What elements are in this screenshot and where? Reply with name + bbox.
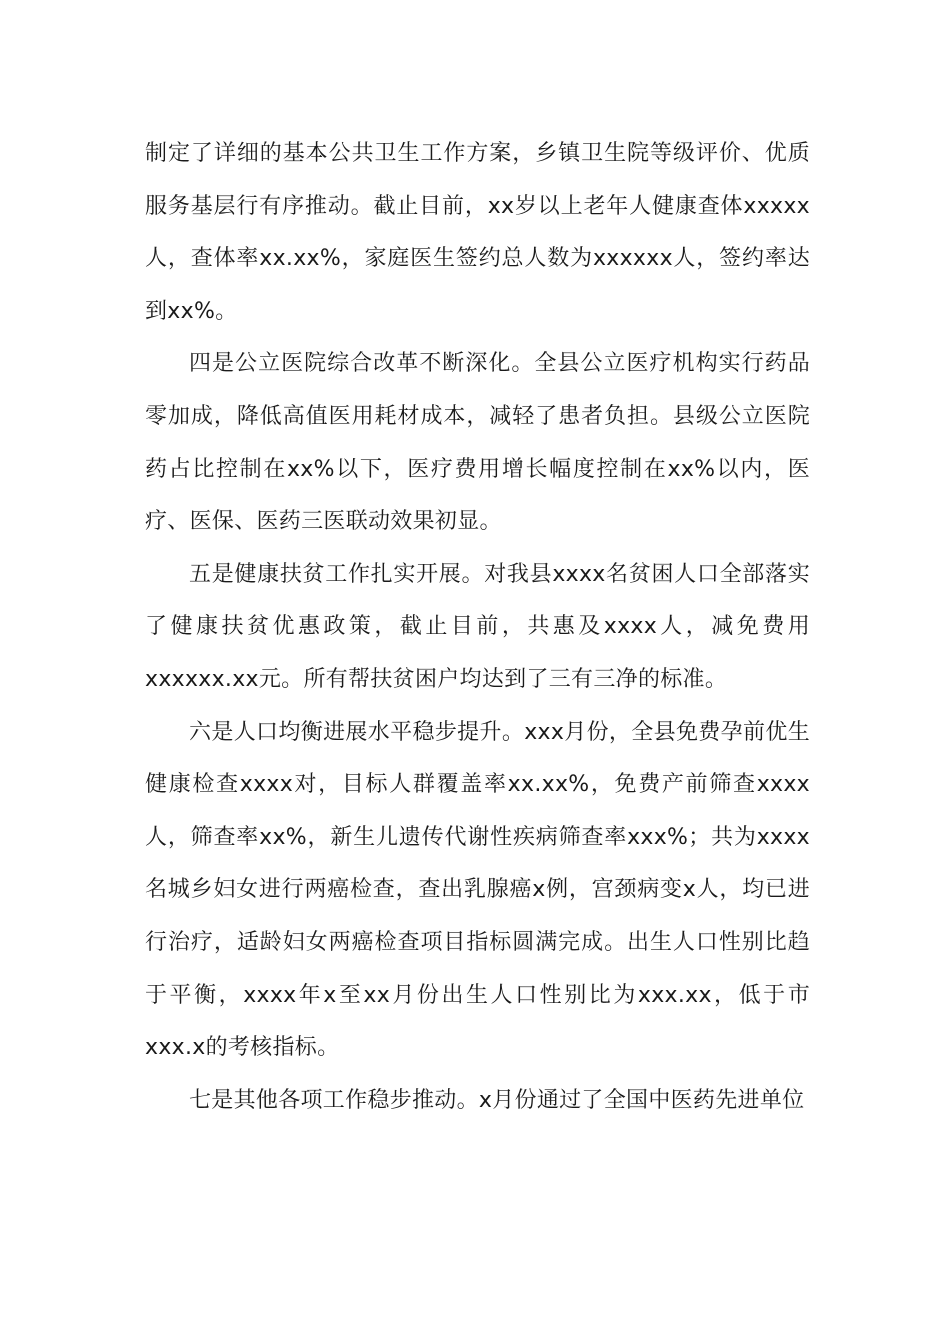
paragraph-5: 七是其他各项工作稳步推动。x月份通过了全国中医药先进单位	[189, 1087, 805, 1113]
body-text	[145, 128, 810, 1127]
paragraph-1: 制定了详细的基本公共卫生工作方案，乡镇卫生院等级评价、优质服务基层行有序推动。截止目前，xx岁以上老年人健康查体xxxxx人，查体率xx.xx%，家庭医生签约总人数为xxxxxx人，签约率达到xx%。	[145, 141, 810, 324]
paragraph-4: 六是人口均衡进展水平稳步提升。xxx月份，全县免费孕前优生健康检查xxxx对，目标人群覆盖率xx.xx%，免费产前筛查xxxx人，筛查率xx%，新生儿遗传代谢性疾病筛查率xxx%；共为xxxx名城乡妇女进行两癌检查，查出乳腺癌x例，宫颈病变x人，均已进行治疗，适龄妇女两癌检查项目指标圆满完成。出生人口性别比趋于平衡，xxxx年x至xx月份出生人口性别比为xxx.xx，低于市xxx.x的考核指标。	[145, 719, 810, 1061]
paragraph-3: 五是健康扶贫工作扎实开展。对我县xxxx名贫困人口全部落实了健康扶贫优惠政策，截止目前，共惠及xxxx人，减免费用xxxxxx.xx元。所有帮扶贫困户均达到了三有三净的标准。	[145, 561, 810, 692]
paragraph-2: 四是公立医院综合改革不断深化。全县公立医疗机构实行药品零加成，降低高值医用耗材成本，减轻了患者负担。县级公立医院药占比控制在xx%以下，医疗费用增长幅度控制在xx%以内，医疗、医保、医药三医联动效果初显。	[145, 351, 810, 535]
